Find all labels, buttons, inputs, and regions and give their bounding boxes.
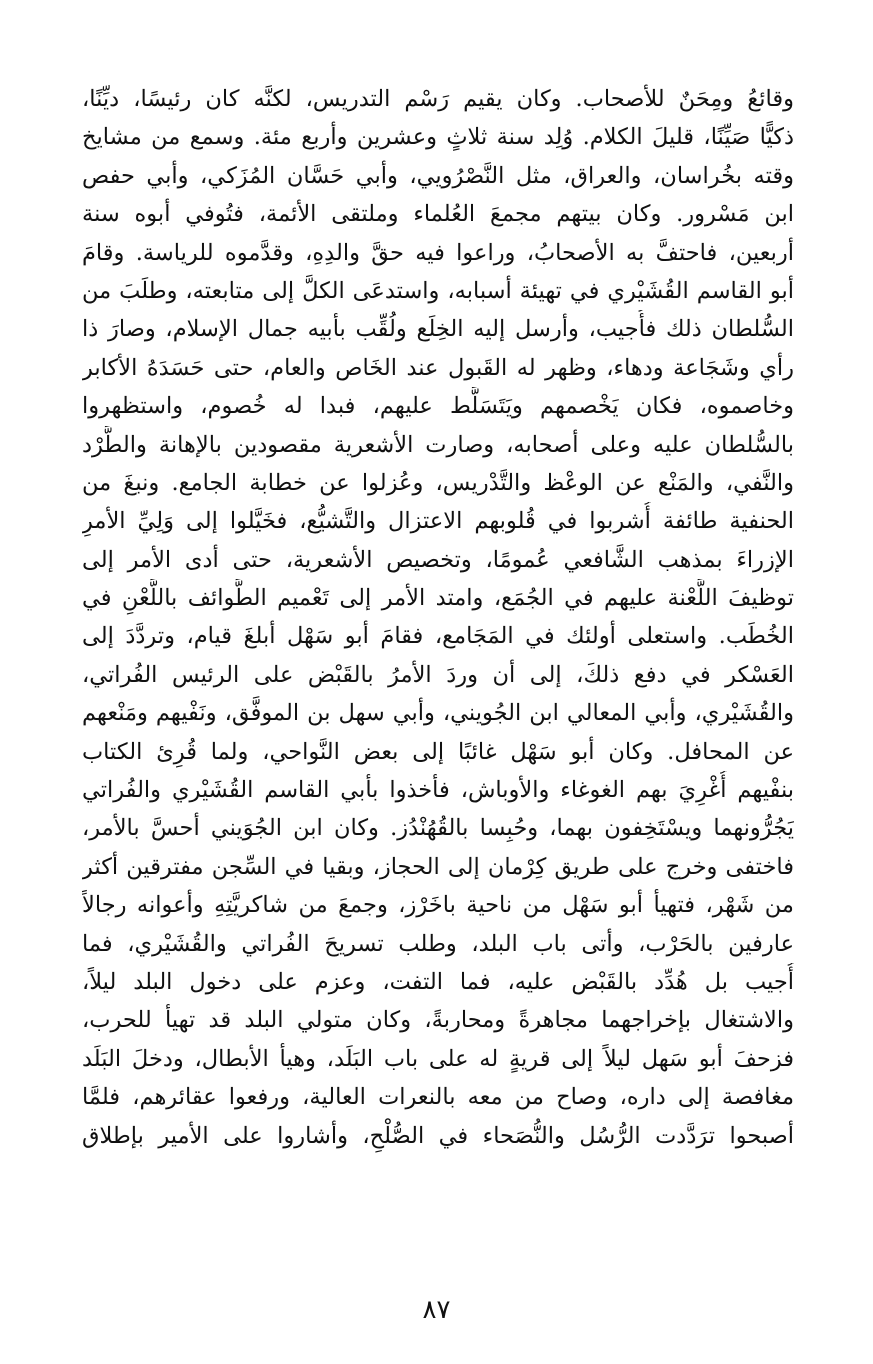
text-line: فاختفى وخرج على طريق كِرْمان إلى الحجاز، وبقيا في السِّجن مفترقين أكثر bbox=[82, 853, 794, 880]
text-line: أربعين، فاحتفَّ به الأصحابُ، وراعوا فيه حقَّ والدِهِ، وقدَّموه للرياسة. وقامَ bbox=[82, 239, 794, 266]
text-line: ذكيًّا صَيِّنًا، قليلَ الكلام. وُلِد سنة ثلاثٍ وعشرين وأربع مئة. وسمع من مشايخ bbox=[82, 124, 794, 151]
text-line: العَسْكر في دفع ذلكَ، إلى أن وردَ الأمرُ بالقَبْض على الرئيس الفُراتي، bbox=[82, 661, 794, 688]
text-line: الإزراءَ بمذهب الشَّافعي عُمومًا، وتخصيص الأشعرية، حتى أدى الأمر إلى bbox=[82, 546, 794, 573]
text-line: رأي وشَجَاعة ودهاء، وظهر له القَبول عند الخَاص والعام، حتى حَسَدَهُ الأكابر bbox=[82, 354, 794, 381]
text-line: وقائعُ ومِحَنٌ للأصحاب. وكان يقيم رَسْم التدريس، لكنَّه كان رئيسًا، ديِّنًا، bbox=[82, 86, 794, 112]
text-line: السُّلطان ذلك فأُجيب، وأرسل إليه الخِلَع ولُقِّب بأبيه جمال الإسلام، وصارَ ذا bbox=[82, 316, 794, 343]
text-line: بنفْيهم أُغْرِيَ بهم الغوغاء والأوباش، فأخذوا بأبي القاسم القُشَيْري والفُراتي bbox=[82, 777, 794, 804]
text-line: والقُشَيْري، وأبي المعالي ابن الجُويني، وأبي سهل بن الموفَّق، ونَفْيهم ومَنْعهم bbox=[82, 700, 794, 727]
text-line: ابن مَسْرور. وكان بيتهم مجمعَ العُلماء وملتقى الأئمة، فتُوفي أبوه سنة bbox=[82, 201, 794, 228]
page-number: ٨٧ bbox=[422, 1295, 451, 1325]
text-line: عن المحافل. وكان أبو سَهْل غائبًا إلى بعض النَّواحي، ولما قُرِئ الكتاب bbox=[82, 738, 794, 765]
text-line: يَجُرُّونهما ويسْتَخِفون بهما، وحُبِسا بالقُهُنْدُز. وكان ابن الجُوَيني أحسَّ بالأمر، bbox=[82, 815, 794, 842]
text-line: وخاصموه، فكان يَخْصمهم ويَتَسَلَّط عليهم، فبدا له خُصوم، واستظهروا bbox=[82, 393, 794, 420]
text-line: أُجيب بل هُدِّد بالقَبْض عليه، فما التفت، وعزم على دخول البلد ليلاً، bbox=[82, 968, 794, 995]
text-line: الخُطَب. واستعلى أولئك في المَجَامع، فقامَ أبو سَهْل أبلغَ قيام، وتردَّدَ إلى bbox=[82, 623, 794, 650]
text-line: توظيفَ اللَّعْنة عليهم في الجُمَع، وامتد الأمر إلى تَعْميم الطَّوائف باللَّعْنِ في bbox=[82, 585, 794, 612]
text-line: مغافصة إلى داره، وصاح من معه بالنعرات العالية، ورفعوا عقائرهم، فلمَّا bbox=[82, 1084, 794, 1111]
text-line: والنَّفي، والمَنْع عن الوعْظ والتَّدْريس، وعُزلوا عن خطابة الجامع. ونبغَ من bbox=[82, 469, 794, 496]
text-line: الحنفية طائفة أُشربوا في قُلوبهم الاعتزال والتَّشيُّع، فخَيَّلوا إلى وَلِيِّ الأمرِ bbox=[82, 508, 794, 535]
text-line: أصبحوا ترَدَّدت الرُّسُل والنُّصَحاء في الصُّلْحِ، وأشاروا على الأمير بإطلاق bbox=[82, 1122, 794, 1149]
text-line: وقته بخُراسان، والعراق، مثل النَّصْرُويي، وأبي حَسَّان المُزَكي، وأبي حفص bbox=[82, 162, 794, 189]
text-line: فزحفَ أبو سَهل ليلاً إلى قريةٍ له على باب البَلَد، وهيأ الأبطال، ودخلَ البَلَد bbox=[82, 1045, 794, 1072]
text-line: من شَهْر، فتهيأ أبو سَهْل من ناحية باخَرْز، وجمعَ من شاكريَّتِهِ وأعوانه رجالاً bbox=[82, 892, 794, 919]
text-line: عارفين بالحَرْب، وأتى باب البلد، وطلب تسريحَ الفُراتي والقُشَيْري، فما bbox=[82, 930, 794, 957]
text-line: والاشتغال بإخراجهما مجاهرةً ومحاربةً، وكان متولي البلد قد تهيأ للحرب، bbox=[82, 1007, 794, 1034]
body-text bbox=[82, 80, 794, 1155]
text-line: بالسُّلطان عليه وعلى أصحابه، وصارت الأشعرية مقصودين بالإهانة والطَّرْد bbox=[82, 431, 794, 458]
text-line: أبو القاسم القُشَيْري في تهيئة أسبابه، واستدعَى الكلَّ إلى متابعته، وطلَبَ من bbox=[82, 277, 794, 304]
